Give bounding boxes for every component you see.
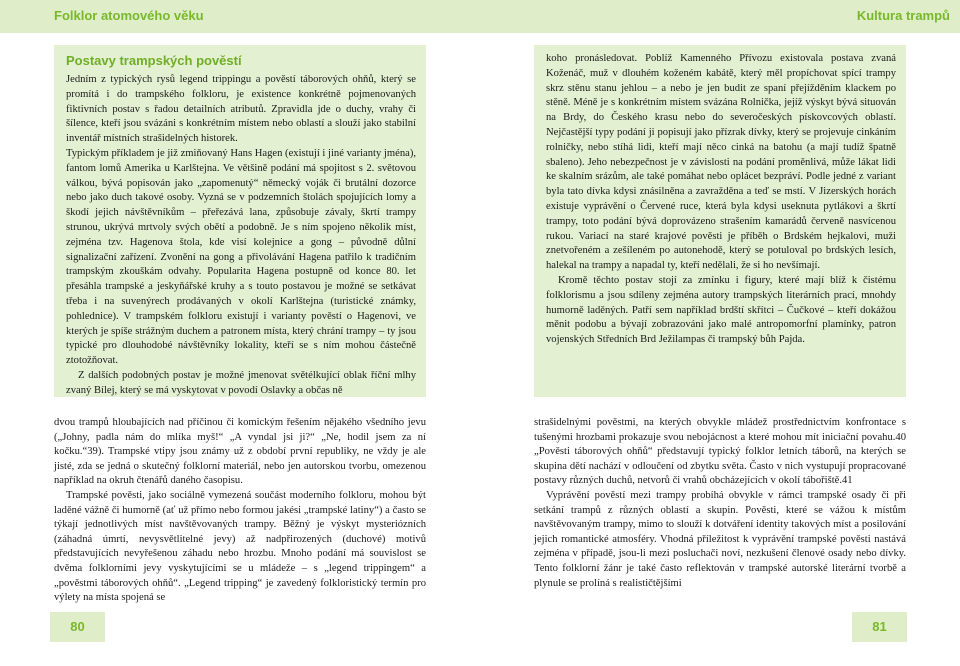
sidebar-box-text-left: [66, 73, 416, 399]
body-left-paragraph-1: dvou trampů hloubajících nad příčinou či komickým řešením nějakého všedního jevu („Johny, padla nám do mlíka myš!“ „A vyndal jsi ji?“ „Ne, hodil jsem za ní kočku.“39). Trampské vtipy jsou známy už z období první republiky, ne vždy je ale jisté, zda se jedná o skutečný folklorní materiál, nebo jen autorskou tvorbu, omezenou například na okruh čtenářů daného časopisu.: [54, 417, 426, 487]
body-left-paragraph-2: Trampské pověsti, jako sociálně vymezená součást moderního folkloru, mohou být laděné vážně či humorně (ať už přímo nebo formou jakési „trampské latiny“) a často se týkají jednotlivých míst navštěvovaných trampy. Běžný je výskyt mysteriózních (záhadná úmrtí, nevysvětlitelné jevy) až nadpřirozených (duchové) motivů představujících nevyřešenou záhadu nebo hrozbu. Mnoho podání má souvislost se dvěma folklorními jevy vyskytujícími se u mládeže – s „legend trippingem“ a „pověstmi táborových ohňů“. „Legend tripping“ je zavedený folkloristický termín pro výlety na místa spojená se: [54, 489, 426, 604]
box-left-paragraph-3: Z dalších podobných postav je možné jmenovat světélkující oblak říční mlhy zvaný Bílej, který se má vyskytovat v povodí Oslavky a občas ně: [66, 369, 416, 396]
body-right-paragraph-1: strašidelnými pověstmi, na kterých obvykle mládež prostřednictvím konfrontace s tušenými hrozbami prokazuje svou nebojácnost a které mohou mít iniciační povahu.40 „Pověsti táborových ohňů“ představují typický folklor letních táborů, na kterých se skupina dětí nachází v odloučení od zbytku světa. Často v nich vystupují propracované postavy různých duchů, netvorů či vrahů obcházejících v okolí tábořiště.41: [534, 417, 906, 487]
sidebar-box-text-right: [546, 52, 896, 348]
sidebar-box-title: Postavy trampských pověstí: [66, 53, 242, 68]
body-column-left: [54, 416, 426, 606]
box-right-paragraph-1: koho pronásledovat. Poblíž Kamenného Přívozu existovala postava zvaná Koženáč, muž v dlouhém koženém kabátě, který měl propíchovat spící trampy skrz stěnu stanu jehlou – a nebo je jen budit ze spaní přejížděním klackem po stěně. Méně je s konkrétním místem svázána Rolnička, jejíž výskyt bývá situován na Brdy, do Českého krasu nebo do severočeských pískovcových oblastí. Nejčastější typy podání ji popisují jako přízrak dívky, který se projevuje cinkáním rolničky, nebo stíhá lidi, kteří mají něco cinká na batohu (a mají tudíž špatně sbaleno). Jeho nebezpečnost je v závislosti na podání proměnlivá, může lákat lidi ke skalním srázům, ale také pomáhat nebo oplácet bezpráví. Podle jedné z variant byla tato dívka kdysi znásilněna a zavražděna a teď se mstí. V Jizerských horách existuje vyprávění o Červené ruce, která byla kdysi useknuta pytlákovi a škrtí trampy, toto podání bývá doprovázeno strašením kamarádů červeně nasvícenou rukou. Variací na staré krajové pověsti je příběh o Brdském hejkalovi, muži znetvořeném a zešíleném po autonehodě, který se potuloval po brdských lesích, halekal na trampy a napadal ty, kteří nedělali, že si ho nevšímají.: [546, 53, 896, 272]
page-number-left: 80: [50, 612, 105, 642]
sidebar-box-right: [534, 45, 906, 397]
box-left-paragraph-1: Jedním z typických rysů legend trippingu a pověstí táborových ohňů, který se promítá i do trampského folkloru, je existence konkrétně pojmenovaných fiktivních postav s řadou detailních atributů. Zpravidla jde o duchy, vrahy či šílence, kteří jsou svázáni s konkrétním místem nebo oblastí a slouží jako stabilní inventář místních strašidelných historek.: [66, 74, 416, 145]
box-left-paragraph-2: Typickým příkladem je již zmiňovaný Hans Hagen (existují i jiné varianty jména), fantom lomů Amerika u Karlštejna. Ve většině podání má spojitost s 2. světovou válkou, bývá popisován jako „zapomenutý“ německý voják či brutální dozorce nebo jako duch takové osoby. Vyzná se v podzemních štolách spojujících lomy a škodí jejich návštěvníkům – přeřezává lana, způsobuje závaly, škrtí trampy strunou, ukrývá mrtvoly svých obětí a podobně. Je s ním spojeno několik míst, zejména tzv. Hagenova štola, kde visí kolejnice a gong – původně důlní signalizační zařízení. Zvonění na gong a přivolávání Hagena patřilo k tradičním trampským zkouškám odvahy. Popularita Hagena postupně od konce 80. let přesáhla trampské a jeskyňářské kruhy a s touto postavou je možné se setkávat třeba i na suvenýrech prodávaných v okolí Karlštejna (turistické známky, pohlednice). V trampském folkloru existují i varianty pověstí o Hagenovi, ve kterých je spíše strážným duchem a patronem místa, který chrání trampy – ty jsou typické pro dlouhodobé návštěvníky lokality, kteří se s ním mohou částečně ztotožňovat.: [66, 147, 416, 367]
page-number-right: 81: [852, 612, 907, 642]
running-header: [0, 0, 960, 33]
body-column-right: [534, 416, 906, 591]
header-left-title: Folklor atomového věku: [54, 8, 204, 23]
box-right-paragraph-2: Kromě těchto postav stojí za zmínku i figury, které mají blíž k čistému folklorismu a jsou sdíleny zejména autory trampských literárních prací, mnohdy humorně laděných. Patří sem například brdští skřítci – Čučkové – kteří dokážou měnit podobu a bývají zobrazováni jako malé antropomorfní plamínky, patron vojenských Středních Brd Ježilampas či trampský bůh Pajda.: [546, 274, 896, 346]
header-right-title: Kultura trampů: [856, 8, 950, 23]
sidebar-box-left: [54, 45, 426, 397]
body-right-paragraph-2: Vyprávění pověstí mezi trampy probíhá obvykle v rámci trampské osady či při setkání trampů z různých oblastí a skupin. Pověsti, které se vážou k místům navštěvovaným trampy, mimo to slouží k dotváření identity takových míst a posilování jejich romantické atmosféry. Vhodná příležitost k vyprávění trampské pověsti nastává zejména v případě, jsou-li mezi posluchači noví, nezkušení členové osady nebo dívky. Tento folklorní žánr je také často reflektován v trampské autorské literární tvorbě a plynule se prolíná s realističtějšími: [534, 489, 906, 589]
